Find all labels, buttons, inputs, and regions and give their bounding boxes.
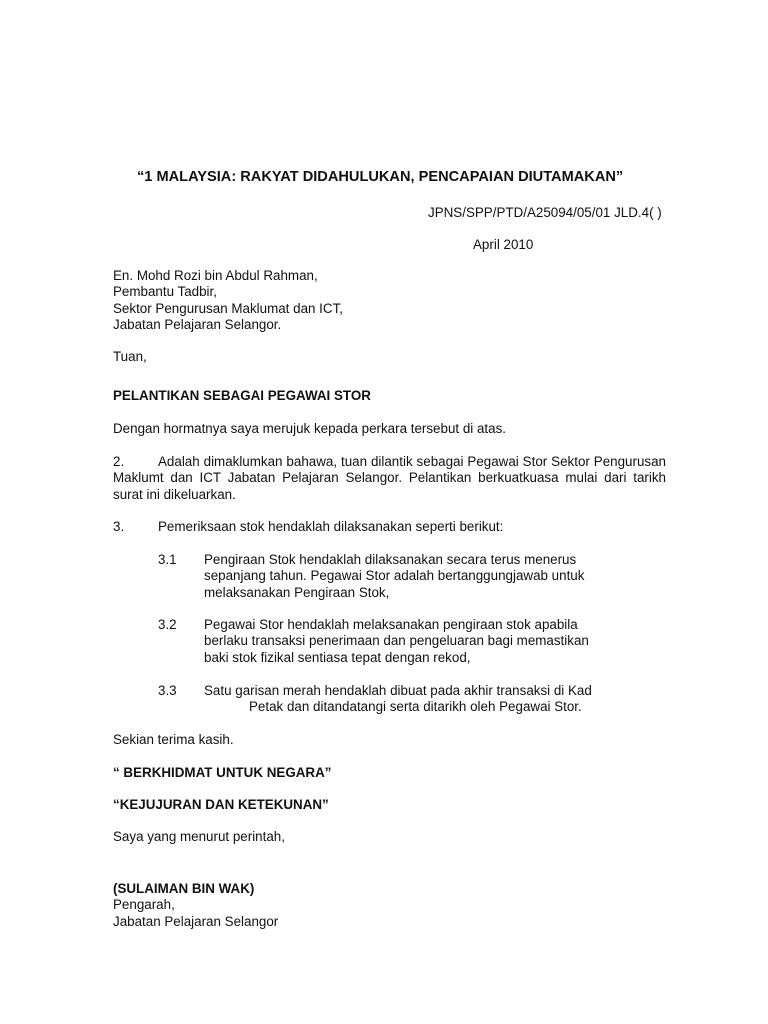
signature-block bbox=[113, 881, 278, 930]
item-3-2-number: 3.2 bbox=[158, 617, 177, 632]
letter-date: April 2010 bbox=[473, 237, 534, 252]
reference-number: JPNS/SPP/PTD/A25094/05/01 JLD.4( ) bbox=[428, 205, 662, 220]
paragraph-3-text: Pemeriksaan stok hendaklah dilaksanakan seperti berikut: bbox=[158, 519, 504, 534]
item-3-2-line: Pegawai Stor hendaklah melaksanakan pengiraan stok apabila bbox=[204, 617, 578, 632]
item-3-3-number: 3.3 bbox=[158, 683, 177, 698]
recipient-office: Jabatan Pelajaran Selangor. bbox=[113, 317, 282, 333]
signatory-title: Pengarah, bbox=[113, 897, 175, 913]
signatory-name: (SULAIMAN BIN WAK) bbox=[113, 881, 255, 896]
recipient-department: Sektor Pengurusan Maklumat dan ICT, bbox=[113, 300, 343, 316]
paragraph-3-number: 3. bbox=[113, 519, 125, 534]
item-3-1-number: 3.1 bbox=[158, 552, 177, 567]
item-3-1-line: Pengiraan Stok hendaklah dilaksanakan secara terus menerus bbox=[204, 552, 577, 567]
closing-line: Sekian terima kasih. bbox=[113, 732, 234, 747]
motto-kejujuran: “KEJUJURAN DAN KETEKUNAN” bbox=[113, 797, 329, 812]
signatory-organisation: Jabatan Pelajaran Selangor bbox=[113, 913, 279, 929]
recipient-address bbox=[113, 268, 343, 334]
paragraph-2-number: 2. bbox=[113, 454, 125, 469]
item-3-2-line: berlaku transaksi penerimaan dan pengeluaran bagi memastikan bbox=[204, 633, 589, 649]
letter-motto-header: “1 MALAYSIA: RAKYAT DIDAHULUKAN, PENCAPAIAN DIUTAMAKAN” bbox=[137, 169, 624, 185]
motto-berkhidmat: “ BERKHIDMAT UNTUK NEGARA” bbox=[113, 765, 332, 780]
item-3-1-text bbox=[204, 552, 584, 601]
item-3-3-line: Petak dan ditandatangi serta ditarikh oleh Pegawai Stor. bbox=[249, 699, 582, 714]
item-3-1-line: sepanjang tahun. Pegawai Stor adalah bertanggungjawab untuk bbox=[204, 568, 585, 584]
paragraph-2-text: Adalah dimaklumkan bahawa, tuan dilantik sebagai Pegawai Stor Sektor Pengurusan Maklumt dan ICT Jabatan Pelajaran Selangor. Pelantikan berkuatkuasa mulai dari tarikh surat ini dikeluarkan. bbox=[113, 454, 666, 502]
sign-off: Saya yang menurut perintah, bbox=[113, 829, 285, 844]
item-3-2-text bbox=[204, 617, 589, 666]
item-3-2-line: baki stok fizikal sentiasa tepat dengan rekod, bbox=[204, 649, 471, 665]
letter-subject: PELANTIKAN SEBAGAI PEGAWAI STOR bbox=[113, 388, 371, 403]
opening-sentence: Dengan hormatnya saya merujuk kepada perkara tersebut di atas. bbox=[113, 421, 507, 436]
item-3-3-line: Satu garisan merah hendaklah dibuat pada akhir transaksi di Kad bbox=[204, 683, 592, 698]
recipient-name: En. Mohd Rozi bin Abdul Rahman, bbox=[113, 268, 318, 283]
recipient-position: Pembantu Tadbir, bbox=[113, 284, 217, 300]
salutation: Tuan, bbox=[113, 349, 147, 364]
item-3-1-line: melaksanakan Pengiraan Stok, bbox=[204, 584, 390, 600]
